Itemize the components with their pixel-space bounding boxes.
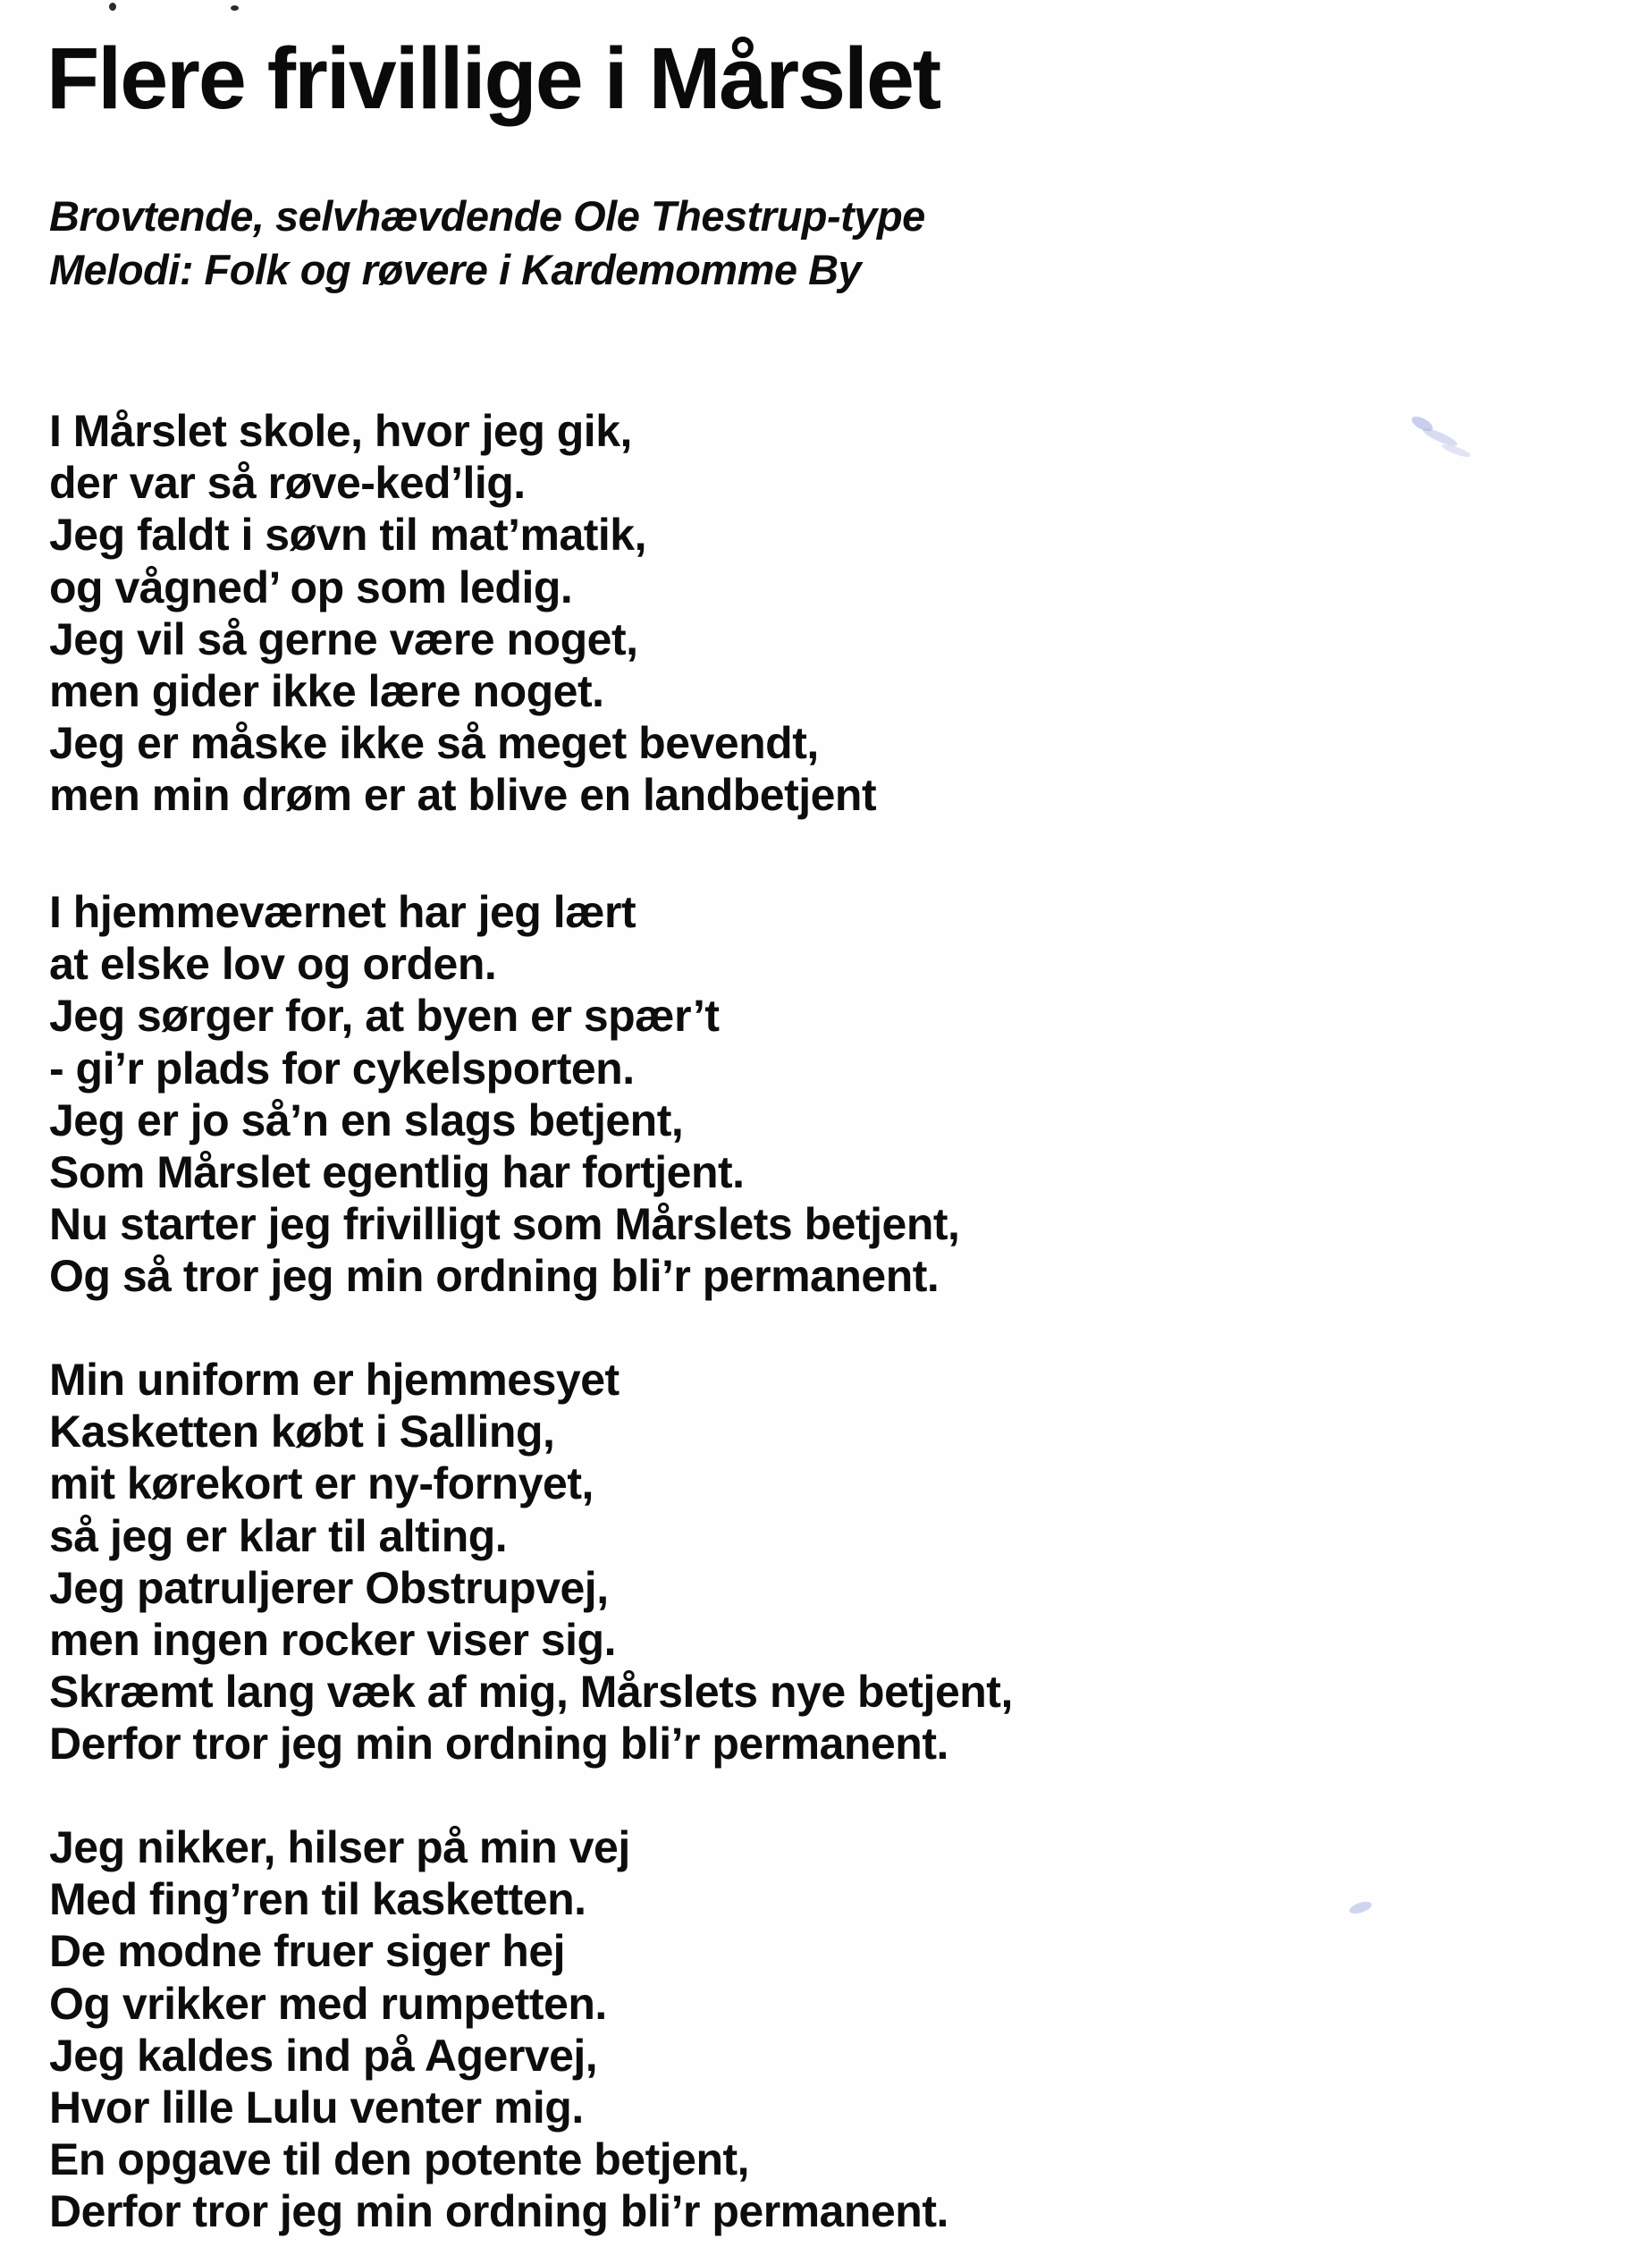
- lyric-line: Derfor tror jeg min ordning bli’r permanent.: [49, 1719, 948, 1770]
- lyric-line: Og vrikker med rumpetten.: [49, 1978, 607, 2029]
- subtitle-melody-line: Melodi: Folk og røvere i Kardemomme By: [49, 246, 862, 293]
- pen-smudge-streak: [1441, 442, 1472, 459]
- lyric-line: Nu starter jeg frivilligt som Mårslets betjent,: [49, 1199, 960, 1250]
- stanza-4: [49, 1821, 948, 2238]
- lyric-line: Jeg faldt i søvn til mat’matik,: [49, 510, 646, 561]
- lyric-line: og vågned’ op som ledig.: [49, 562, 573, 612]
- lyric-line: Jeg er måske ikke så meget bevendt,: [49, 718, 819, 769]
- pen-smudge-streak: [1410, 414, 1436, 435]
- lyric-line: - gi’r plads for cykelsporten.: [49, 1043, 635, 1094]
- lyric-line: En opgave til den potente betjent,: [49, 2134, 750, 2185]
- stanza-1: [49, 405, 876, 822]
- lyric-line: at elske lov og orden.: [49, 939, 497, 990]
- lyric-line: Kasketten købt i Salling,: [49, 1406, 555, 1457]
- lyric-line: Jeg sørger for, at byen er spær’t: [49, 991, 720, 1042]
- lyric-line: der var så røve-ked’lig.: [49, 458, 526, 509]
- scan-speck-icon: [231, 5, 239, 11]
- lyric-line: Med fing’ren til kasketten.: [49, 1874, 586, 1925]
- pen-smudge-icon: [1345, 1897, 1381, 1920]
- lyric-line: I Mårslet skole, hvor jeg gik,: [49, 406, 632, 456]
- lyric-line: Jeg nikker, hilser på min vej: [49, 1822, 630, 1872]
- lyric-line: Og så tror jeg min ordning bli’r permanent.: [49, 1251, 940, 1302]
- subtitle-character-line: Brovtende, selvhævdende Ole Thestrup-type: [49, 192, 925, 240]
- lyric-line: Jeg kaldes ind på Agervej,: [49, 2030, 598, 2081]
- lyric-line: Som Mårslet egentlig har fortjent.: [49, 1147, 745, 1198]
- lyric-line: men gider ikke lære noget.: [49, 666, 604, 717]
- pen-smudge-icon: [1402, 411, 1482, 474]
- lyric-line: så jeg er klar til alting.: [49, 1510, 508, 1561]
- pen-smudge-streak: [1421, 426, 1459, 449]
- stanza-3: [49, 1354, 1013, 1770]
- scan-speck-icon: [109, 3, 116, 11]
- pen-smudge-streak: [1348, 1899, 1373, 1915]
- lyric-line: men ingen rocker viser sig.: [49, 1615, 616, 1666]
- lyric-line: Min uniform er hjemmesyet: [49, 1355, 620, 1405]
- song-title: Flere frivillige i Mårslet: [46, 30, 940, 127]
- lyric-line: men min drøm er at blive en landbetjent: [49, 770, 877, 821]
- lyric-line: Jeg er jo så’n en slags betjent,: [49, 1094, 684, 1145]
- lyric-line: Jeg vil så gerne være noget,: [49, 613, 638, 664]
- subtitle-block: [49, 190, 925, 297]
- lyric-line: De modne fruer siger hej: [49, 1926, 566, 1977]
- stanza-2: [49, 886, 959, 1303]
- lyric-line: I hjemmeværnet har jeg lært: [49, 887, 636, 937]
- lyric-line: Jeg patruljerer Obstrupvej,: [49, 1562, 609, 1613]
- lyric-line: Hvor lille Lulu venter mig.: [49, 2082, 584, 2133]
- lyric-line: Skræmt lang væk af mig, Mårslets nye betjent,: [49, 1667, 1013, 1718]
- lyric-line: mit kørekort er ny-fornyet,: [49, 1458, 594, 1509]
- lyric-line: Derfor tror jeg min ordning bli’r permanent.: [49, 2186, 948, 2237]
